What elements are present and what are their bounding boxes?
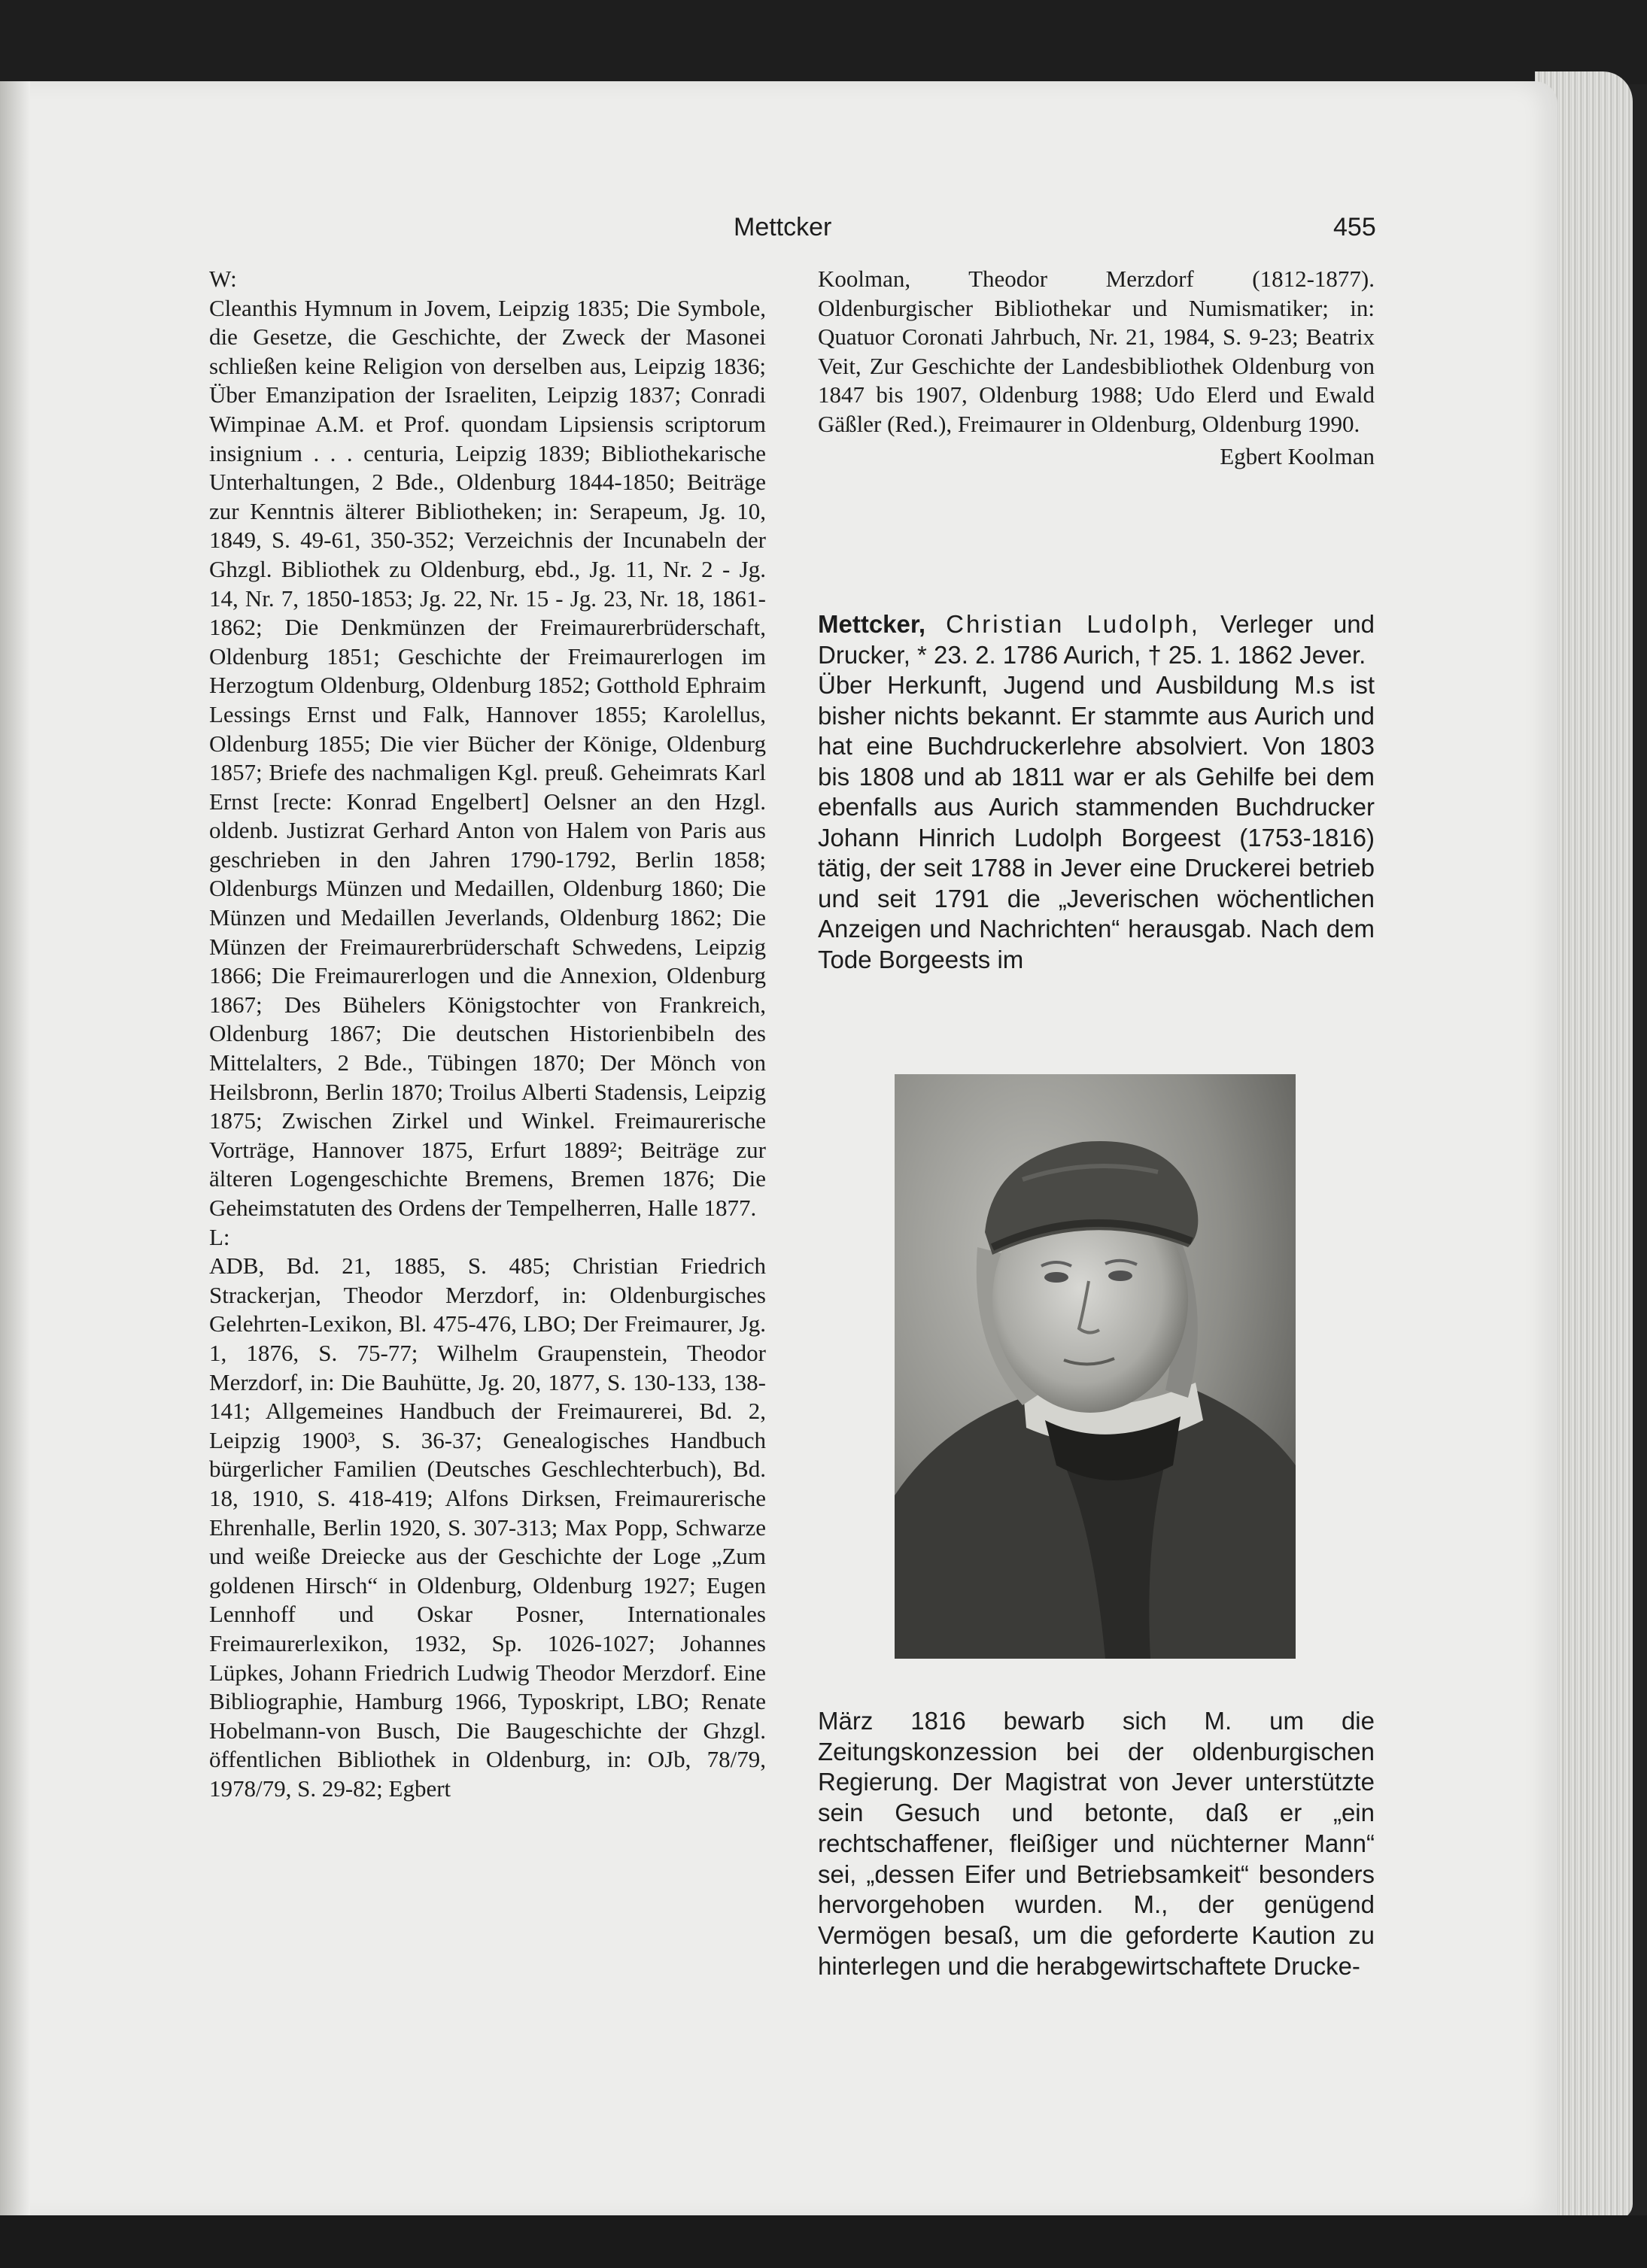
entry-body-after-image: März 1816 bewarb sich M. um die Zeitungskonzession bei der oldenburgischen Regierung. Der Magistrat von Jever unterstützte sein Gesuch und betonte, daß er „ein rechtschaffener, fleißiger und nüchterner Mann“ sei, „dessen Eifer und Betriebsamkeit“ besonders hervorgehoben wurden. M., der genügend Vermögen besaß, um die geforderte Kaution zu hinterlegen und die herabgewirtschaftete Drucke- [818, 1707, 1375, 1980]
entry-given-names: Christian Ludolph, [946, 610, 1200, 638]
right-column-literature [818, 265, 1375, 471]
entry-heading [818, 609, 1375, 670]
scan-background-bottom [0, 2215, 1647, 2268]
entry-name: Mettcker, [818, 610, 926, 638]
literature-continued: Koolman, Theodor Merzdorf (1812-1877). Oldenburgischer Bibliothekar und Numismatiker; in: Quatuor Coronati Jahrbuch, Nr. 21, 1984, S. 9-23; Beatrix Veit, Zur Geschichte der Landesbibliothek Oldenburg von 1847 bis 1907, Oldenburg 1988; Udo Elerd und Ewald Gäßler (Red.), Freimaurer in Oldenburg, Oldenburg 1990. [818, 266, 1375, 437]
works-label: W: [209, 266, 237, 292]
works-text: Cleanthis Hymnum in Jovem, Leipzig 1835; Die Symbole, die Gesetze, die Geschichte, der Zweck der Masonei schließen keine Religion von derselben aus, Leipzig 1836; Über Emanzipation der Israeliten, Leipzig 1837; Conradi Wimpinae A.M. et Prof. quondam Lipsiensis scriptorum insignium . . . centuria, Leipzig 1839; Bibliothekarische Unterhaltungen, 2 Bde., Oldenburg 1844-1850; Beiträge zur Kenntnis älterer Bibliotheken; in: Serapeum, Jg. 10, 1849, S. 49-61, 350-352; Verzeichnis der Incunabeln der Ghzgl. Bibliothek zu Oldenburg, ebd., Jg. 11, Nr. 2 - Jg. 14, Nr. 7, 1850-1853; Jg. 22, Nr. 15 - Jg. 23, Nr. 18, 1861-1862; Die Denkmünzen der Freimaurerbrüderschaft, Oldenburg 1851; Geschichte der Freimaurerlogen im Herzogtum Oldenburg, Oldenburg 1852; Gotthold Ephraim Lessings Ernst und Falk, Hannover 1855; Karolellus, Oldenburg 1855; Die vier Bücher der Könige, Oldenburg 1857; Briefe des nachmaligen Kgl. preuß. Geheimrats Karl Ernst [recte: Konrad Engelbert] Oelsner an den Hzgl. oldenb. Justizrat Gerhard Anton von Halem von Paris aus geschrieben in den Jahren 1790-1792, Berlin 1858; Oldenburgs Münzen und Medaillen, Oldenburg 1860; Die Münzen und Medaillen Jeverlands, Oldenburg 1862; Die Münzen der Freimaurerbrüderschaft Schwedens, Leipzig 1866; Die Freimaurerlogen und die Annexion, Oldenburg 1867; Des Bühelers Königstochter von Frankreich, Oldenburg 1867; Die deutschen Historienbibeln des Mittelalters, 2 Bde., Tübingen 1870; Der Mönch von Heilsbronn, Berlin 1870; Troilus Alberti Stadensis, Leipzig 1875; Zwischen Zirkel und Winkel. Freimaurerische Vorträge, Hannover 1875, Erfurt 1889²; Beiträge zur älteren Logengeschichte Bremens, Bremen 1876; Die Geheimstatuten des Ordens der Tempelherren, Halle 1877. [209, 294, 766, 1221]
literature-label: L: [209, 1223, 230, 1250]
entry-details: Verleger und Drucker, * 23. 2. 1786 Aurich, † 25. 1. 1862 Jever. [818, 610, 1375, 669]
portrait-photo-icon [895, 1074, 1296, 1659]
author-signature: Egbert Koolman [1220, 442, 1375, 469]
page-number: 455 [1333, 213, 1376, 241]
entry-mettcker [818, 609, 1375, 975]
page-gutter-shadow [0, 81, 30, 2218]
entry-body-before-image: Über Herkunft, Jugend und Ausbildung M.s ist bisher nichts bekannt. Er stammte aus Aurich und hat eine Buchdruckerlehre absolviert. Von 1803 bis 1808 und ab 1811 war er als Gehilfe bei dem ebenfalls aus Aurich stammenden Buchdrucker Johann Hinrich Ludolph Borgeest (1753-1816) tätig, der seit 1788 in Jever eine Druckerei betrieb und seit 1791 die „Jeverischen wöchentlichen Anzeigen und Nachrichten“ herausgab. Nach dem Tode Borgeests im [818, 671, 1375, 973]
entry-continuation [818, 1706, 1375, 1981]
literature-text: ADB, Bd. 21, 1885, S. 485; Christian Friedrich Strackerjan, Theodor Merzdorf, in: Oldenburgisches Gelehrten-Lexikon, Bl. 475-476, LBO; Der Freimaurer, Jg. 1, 1876, S. 75-77; Wilhelm Graupenstein, Theodor Merzdorf, in: Die Bauhütte, Jg. 20, 1877, S. 130-133, 138-141; Allgemeines Handbuch der Freimaurerei, Bd. 2, Leipzig 1900³, S. 36-37; Genealogisches Handbuch bürgerlicher Familien (Deutsches Geschlechterbuch), Bd. 18, 1910, S. 418-419; Alfons Dirksen, Freimaurerische Ehrenhalle, Berlin 1920, S. 307-313; Max Popp, Schwarze und weiße Dreiecke aus der Geschichte der Loge „Zum goldenen Hirsch“ in Oldenburg, Oldenburg 1927; Eugen Lennhoff und Oskar Posner, Internationales Freimaurerlexikon, 1932, Sp. 1026-1027; Johannes Lüpkes, Johann Friedrich Ludwig Theodor Merzdorf. Eine Bibliographie, Hamburg 1966, Typoskript, LBO; Renate Hobelmann-von Busch, Die Baugeschichte der Ghzgl. öffentlichen Bibliothek in Oldenburg, in: OJb, 78/79, 1978/79, S. 29-82; Egbert [209, 1252, 766, 1802]
running-head: Mettcker [734, 213, 832, 241]
scan-background-top [0, 0, 1647, 84]
left-column [209, 265, 766, 1803]
